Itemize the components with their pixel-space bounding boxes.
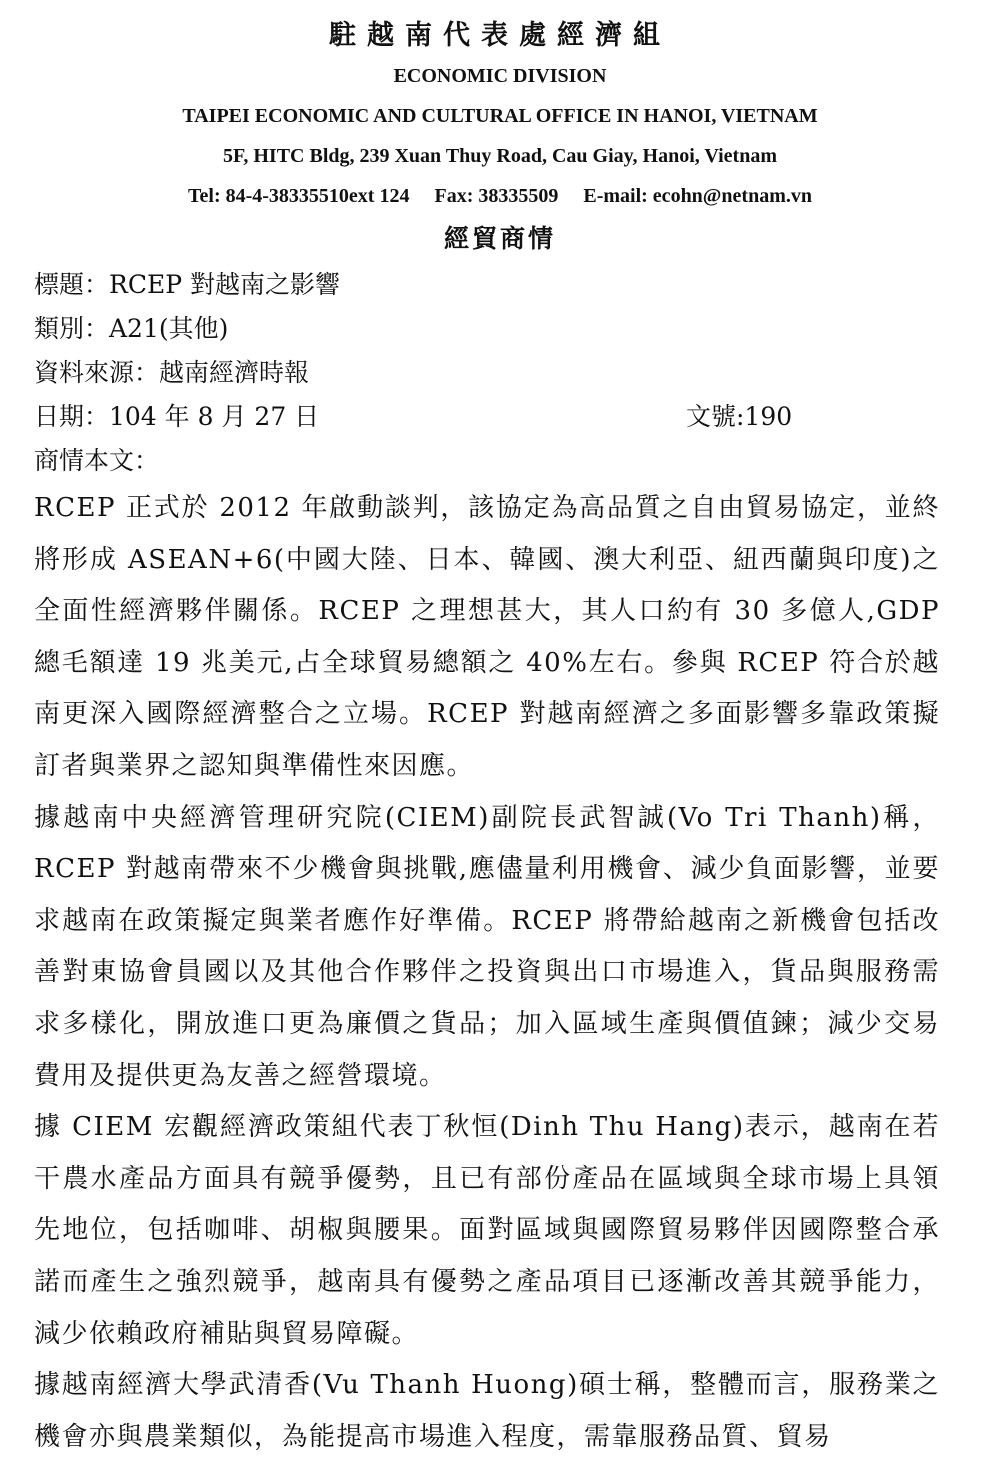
email: E-mail: ecohn@netnam.vn bbox=[583, 185, 812, 207]
fax: Fax: 38335509 bbox=[434, 185, 559, 207]
source-field: 資料來源：越南經濟時報 bbox=[34, 358, 310, 387]
telephone: Tel: 84-4-38335510ext 124 bbox=[188, 185, 410, 207]
document-body bbox=[0, 483, 940, 1463]
office-address: 5F, HITC Bldg, 239 Xuan Thuy Road, Cau Giay, Hanoi, Vietnam bbox=[222, 145, 778, 167]
division-name: ECONOMIC DIVISION bbox=[393, 65, 607, 87]
paragraph: 據 CIEM 宏觀經濟政策組代表丁秋恒(Dinh Thu Hang)表示，越南在若干農水產品方面具有競爭優勢，且已有部份產品在區域與全球市場上具領先地位，包括咖啡、胡椒與腰果。面對區域與國際貿易夥伴因國際整合承諾而產生之強烈競爭，越南具有優勢之產品項目已逐漸改善其競爭能力，減少依賴政府補貼與貿易障礙。 bbox=[34, 1112, 940, 1349]
date-row bbox=[34, 395, 1000, 439]
office-name: TAIPEI ECONOMIC AND CULTURAL OFFICE IN HANOI, VIETNAM bbox=[182, 105, 818, 127]
document-metadata bbox=[0, 263, 1000, 483]
document-type: 經貿商情 bbox=[443, 224, 556, 253]
paragraph: RCEP 正式於 2012 年啟動談判，該協定為高品質之自由貿易協定，並終將形成 ASEAN+6(中國大陸、日本、韓國、澳大利亞、紐西蘭與印度)之全面性經濟夥伴關係。RCEP 之理想甚大，其人口約有 30 多億人,GDP 總毛額達 19 兆美元,占全球貿易總額之 40%左右。參與 RCEP 符合於越南更深入國際經濟整合之立場。RCEP 對越南經濟之多面影響多靠政策擬訂者與業界之認知與準備性來因應。 bbox=[34, 493, 940, 781]
paragraph: 據越南經濟大學武清香(Vu Thanh Huong)碩士稱，整體而言，服務業之機會亦與農業類似，為能提高市場進入程度，需靠服務品質、貿易 bbox=[34, 1370, 940, 1452]
title-field: 標題：RCEP 對越南之影響 bbox=[34, 270, 340, 299]
body-label: 商情本文： bbox=[34, 446, 160, 475]
date-field: 日期：104 年 8 月 27 日 bbox=[34, 402, 320, 431]
letterhead bbox=[0, 16, 1000, 216]
organization-name-chinese: 駐越南代表處經濟組 bbox=[329, 20, 671, 51]
document-number: 文號:190 bbox=[686, 402, 793, 431]
category-field: 類別：A21(其他) bbox=[34, 314, 229, 343]
contact-line bbox=[0, 176, 1000, 216]
paragraph: 據越南中央經濟管理研究院(CIEM)副院長武智誠(Vo Tri Thanh)稱，RCEP 對越南帶來不少機會與挑戰,應儘量利用機會、減少負面影響，並要求越南在政策擬定與業者應作好準備。RCEP 將帶給越南之新機會包括改善對東協會員國以及其他合作夥伴之投資與出口市場進入，貨品與服務需求多樣化，開放進口更為廉價之貨品；加入區域生產與價值鍊；減少交易費用及提供更為友善之經營環境。 bbox=[34, 802, 940, 1091]
